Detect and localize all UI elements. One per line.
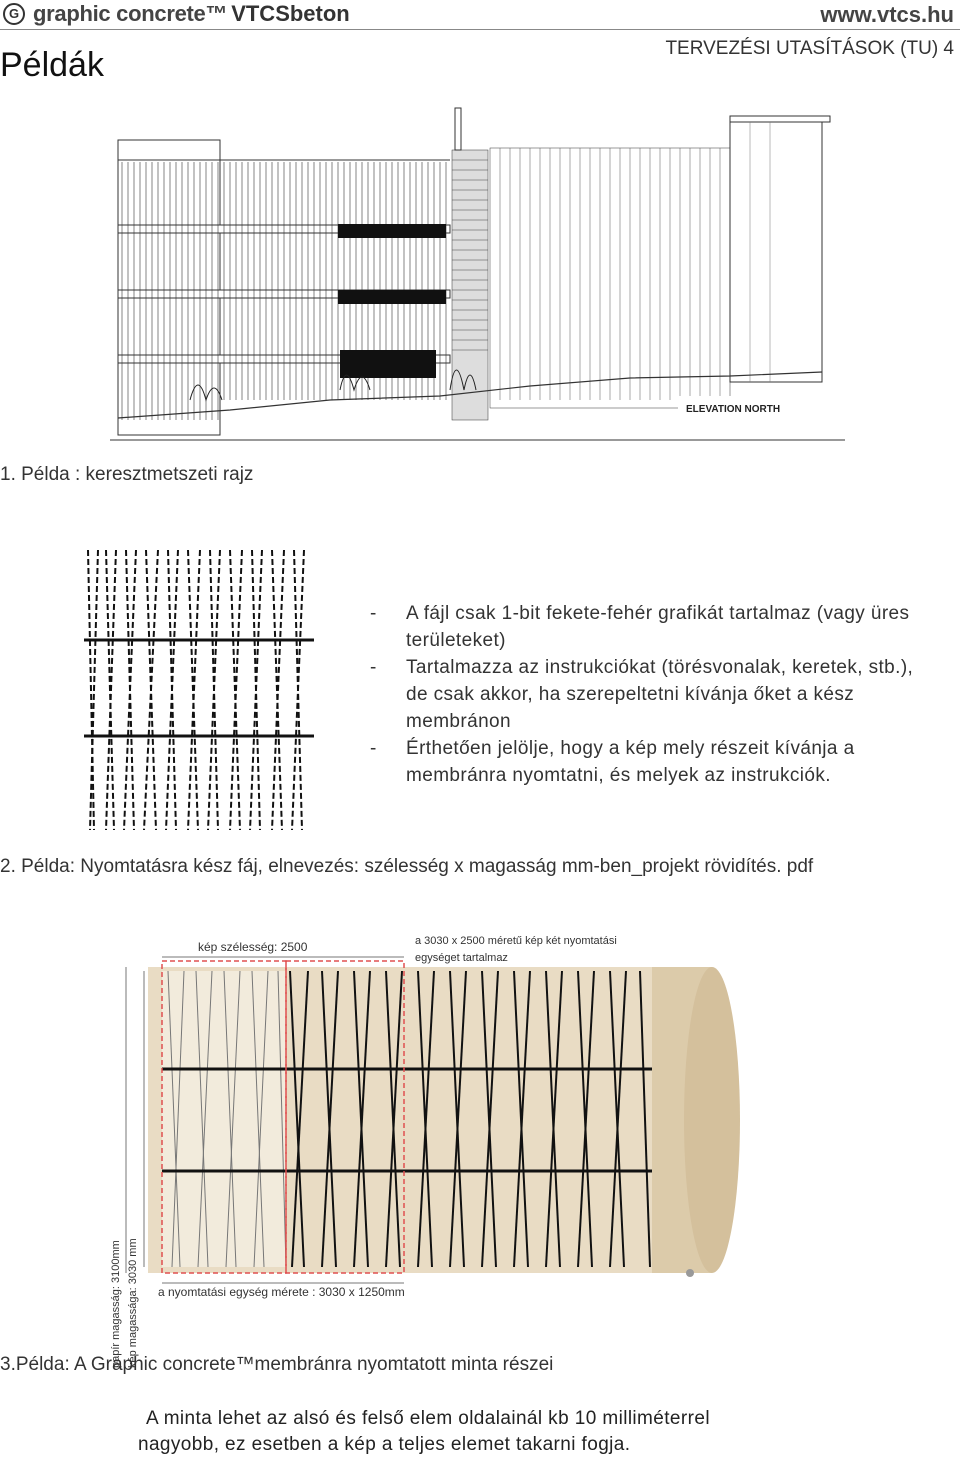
doc-title: TERVEZÉSI UTASÍTÁSOK (TU) 4 xyxy=(665,38,954,59)
hatched-column xyxy=(452,150,488,420)
membrane-roll xyxy=(100,955,740,1300)
page-title: Példák xyxy=(0,46,104,84)
list-item-text: Érthetően jelölje, hogy a kép mely részeit kívánja a membránra nyomtatni, és melyek az instrukciók. xyxy=(406,738,855,786)
list-item: - A fájl csak 1-bit fekete-fehér grafikát tartalmaz (vagy üres területeket) xyxy=(370,603,910,651)
image-height-label: kép magassága: 3030 mm xyxy=(127,1238,139,1368)
list-item-text: A fájl csak 1-bit fekete-fehér grafikát tartalmaz (vagy üres területeket) xyxy=(406,603,910,651)
image-height-label-wrap xyxy=(127,1188,141,1368)
example3-line1: A minta lehet az alsó és felső elem oldalainál kb 10 milliméterrel xyxy=(146,1408,710,1429)
example3-line2: nagyobb, ez esetben a kép a teljes elemet takarni fogja. xyxy=(138,1434,631,1455)
list-item-text: Tartalmazza az instrukciókat (törésvonalak, keretek, stb.), de csak akkor, ha szerepeltetni kívánja őket a kész membránon xyxy=(406,657,914,732)
pattern-sample xyxy=(84,550,314,830)
list-item: - Tartalmazza az instrukciókat (törésvonalak, keretek, stb.), de csak akkor, ha szerepeltetni kívánja őket a kész membránon xyxy=(370,657,914,732)
brand-header xyxy=(0,0,350,28)
elevation-drawing xyxy=(110,100,845,445)
units-note-line2: egységet tartalmaz xyxy=(415,952,508,964)
example3-text xyxy=(138,1406,758,1458)
list-item: - Érthetően jelölje, hogy a kép mely részeit kívánja a membránra nyomtatni, és melyek az instrukciók. xyxy=(370,738,855,786)
paper-height-label-wrap xyxy=(110,1188,124,1368)
header-divider xyxy=(0,29,960,30)
example2-caption: 2. Példa: Nyomtatásra kész fáj, elnevezés: szélesség x magasság mm-ben_projekt rövidítés. pdf xyxy=(0,856,814,877)
units-note-line1: a 3030 x 2500 méretű kép két nyomtatási xyxy=(415,935,617,947)
image-width-label: kép szélesség: 2500 xyxy=(198,940,308,954)
example1-caption: 1. Példa : keresztmetszeti rajz xyxy=(0,464,254,485)
elevation-label: ELEVATION NORTH xyxy=(686,404,781,415)
graphic-concrete-logo-icon: G xyxy=(3,3,25,25)
requirements-list xyxy=(370,600,940,789)
paper-height-label: papír magasság: 3100mm xyxy=(110,1240,122,1368)
example3-caption: 3.Példa: A Graphic concrete™membránra nyomtatott minta részei xyxy=(0,1354,554,1375)
website-link[interactable]: www.vtcs.hu xyxy=(820,2,954,27)
brand-partner: VTCSbeton xyxy=(231,1,350,26)
unit-size-label: a nyomtatási egység mérete : 3030 x 1250mm xyxy=(158,1285,405,1299)
brand-name: graphic concrete™ xyxy=(33,1,228,26)
